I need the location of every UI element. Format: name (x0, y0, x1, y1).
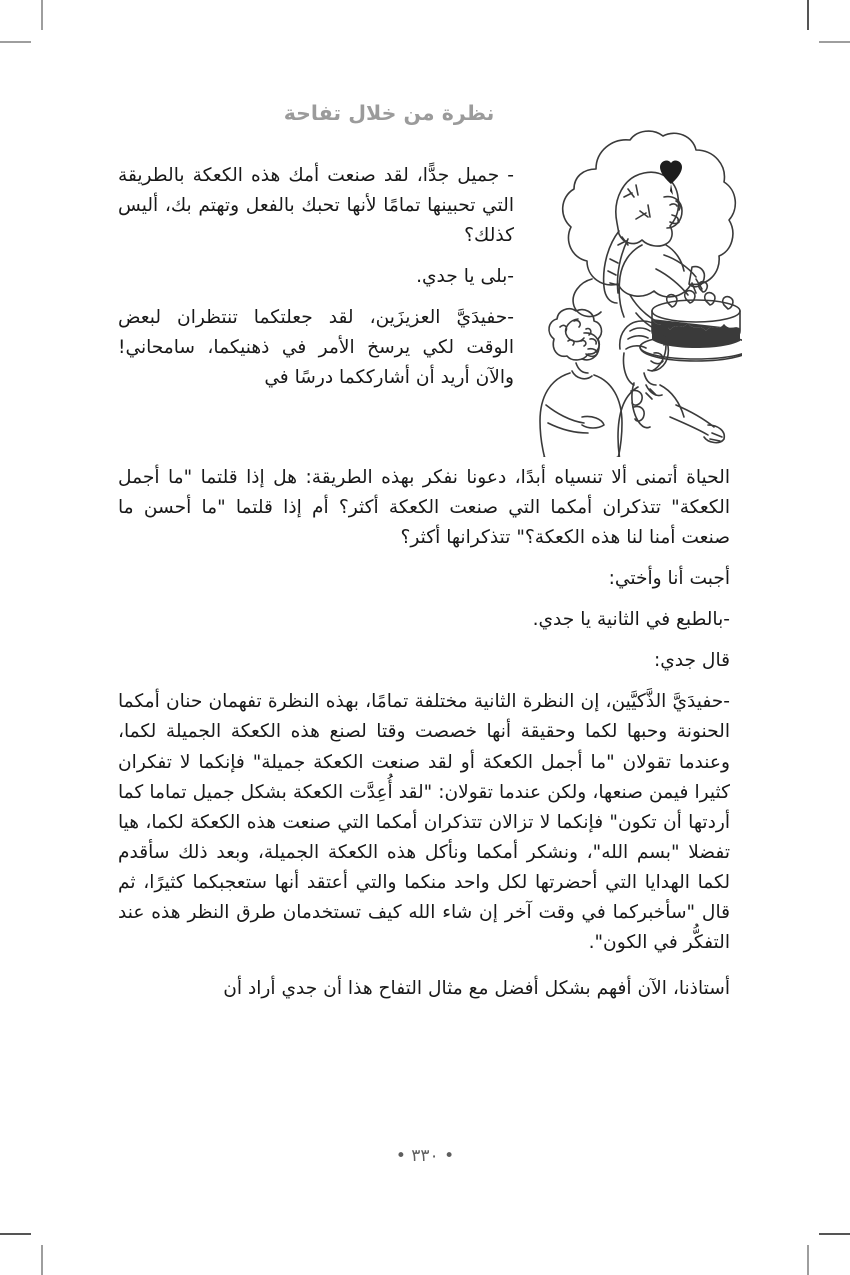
paragraph-dialogue-grandfather-2: -حفيدَيَّ العزيزَين، لقد جعلتكما تنتظران لبعض الوقت لكي يرسخ الأمر في ذهنيكما، سامحاني! والآن أريد أن أشارككما درسًا في (118, 307, 514, 389)
crop-mark-top-right-vertical (807, 0, 809, 30)
paragraph-of-course-second: -بالطبع في الثانية يا جدي. (532, 609, 730, 631)
page-number: • ٣٣٠ • (395, 1146, 455, 1166)
page-content (118, 100, 730, 1190)
crop-mark-top-right-horizontal (819, 41, 850, 43)
woman-with-headscarf (604, 172, 705, 335)
paragraph-dialogue-grandfather-1: - جميل جدًّا، لقد صنعت أمك هذه الكعكة بالطريقة التي تحبينها تمامًا لأنها تحبك بالفعل وتهتم بك، أليس كذلك؟ (118, 164, 514, 246)
decorated-cake (640, 281, 742, 360)
paragraph-life-lesson: الحياة أتمنى ألا تنسياه أبدًا، دعونا نفكر بهذه الطريقة: هل إذا قلتما "ما أجمل الكعكة" تتذكران أمكما التي صنعت الكعكة أكثر؟ أم إذا قلتما "ما أحسن ما صنعت أمنا لنا هذه الكعكة؟" تتذكرانها أكثر؟ (118, 466, 730, 548)
crop-mark-bottom-right-horizontal (819, 1233, 850, 1235)
illustration-thought-bubble (524, 127, 742, 457)
crop-mark-bottom-left-horizontal (0, 1233, 31, 1235)
curly-haired-boy (540, 308, 622, 456)
running-head: نظرة من خلال تفاحة (283, 101, 495, 125)
crop-mark-top-left-horizontal (0, 41, 31, 43)
thought-bubble-outline (563, 131, 736, 341)
paragraph-student-closing: أستاذنا، الآن أفهم بشكل أفضل مع مثال التفاح هذا أن جدي أراد أن (223, 978, 730, 1000)
heart-icon (660, 160, 682, 195)
paragraph-reply-yes: -بلى يا جدي. (416, 265, 514, 287)
paragraph-answered-me-and-sister: أجبت أنا وأختي: (608, 567, 730, 589)
paragraph-grandfather-long-speech: -حفيدَيَّ الذَّكيَّين، إن النظرة الثانية مختلفة تمامًا، بهذه النظرة تفهمان حنان أمكما الحنونة وحبها لكما وحقيقة أنها خصصت وقتا لصنع هذه الكعكة الجميلة لكما، وعندما تقولان "ما أجمل الكعكة أو لقد صنعت الكعكة جميلة" فإنكما لا تفكران كثيرا فيمن صنعها، ولكن عندما تقولان: "لقد أُعِدَّت الكعكة بشكل جميل تماما كما أردتها أن تكون" فإنكما لا تزالان تتذكران أمكما التي صنعت هذه الكعكة لكما، هيا تفضلا "بسم الله"، ونشكر أمكما ونأكل هذه الكعكة الجميلة، وبعد ذلك سأقدم لكما الهدايا التي أحضرتها لكل واحد منكما والتي أعتقد أنها ستعجبكما كثيرًا، ثم قال "سأخبركما في وقت آخر إن شاء الله كيف تستخدمان طرق النظر هذه عند التفكُّر في الكون". (118, 691, 730, 954)
crop-mark-bottom-right-vertical (807, 1245, 809, 1275)
paragraph-grandfather-said: قال جدي: (653, 650, 730, 672)
crop-mark-top-left-vertical (41, 0, 43, 30)
crop-mark-bottom-left-vertical (41, 1245, 43, 1275)
